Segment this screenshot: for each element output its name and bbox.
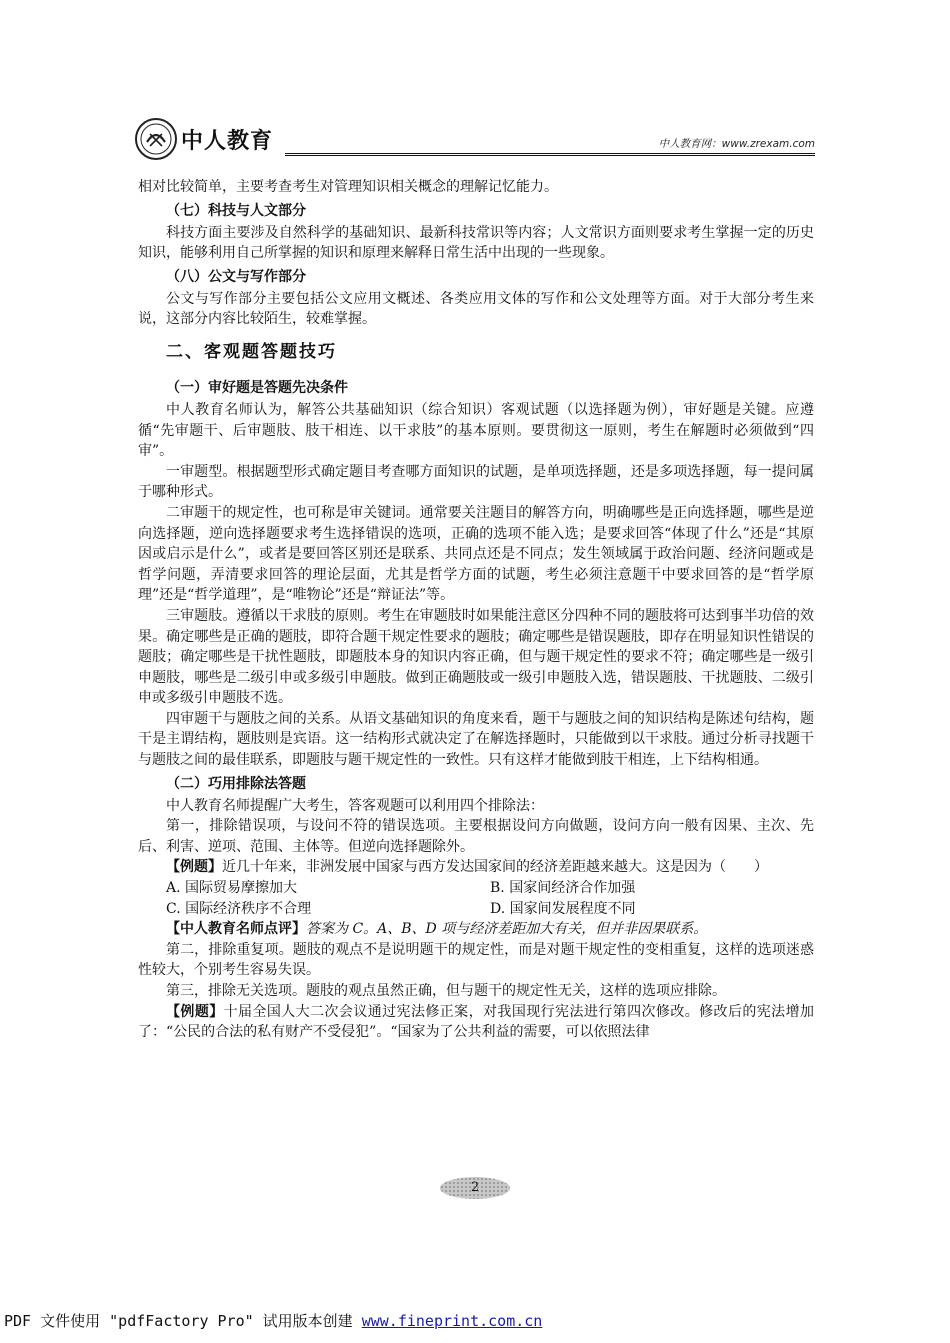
example-label: 【例题】 xyxy=(166,859,222,876)
page-header xyxy=(135,118,815,162)
zhongren-logo-icon xyxy=(135,118,177,160)
option-a: A. 国际贸易摩擦加大 xyxy=(166,880,298,897)
subsection-heading: （二）巧用排除法答题 xyxy=(166,775,306,792)
subsection-heading: （八）公文与写作部分 xyxy=(166,268,306,285)
paragraph: 第三，排除无关选项。题肢的观点虽然正确，但与题干的规定性无关，这样的选项应排除。 xyxy=(166,983,726,999)
comment-label: 【中人教育名师点评】 xyxy=(166,921,306,938)
brand-name: 中人教育 xyxy=(181,129,274,154)
page-body xyxy=(138,177,814,1043)
subsection-heading: （一）审好题是答题先决条件 xyxy=(166,379,348,396)
header-rule xyxy=(285,153,815,156)
paragraph: 科技方面主要涉及自然科学的基础知识、最新科技常识等内容；人文常识方面则要求考生掌握一定的历史知识，能够利用自己所掌握的知识和原理来解释日常生活中出现的一些现象。 xyxy=(138,224,814,262)
example-question xyxy=(138,857,814,878)
comment-text: 答案为 C。A、B、D 项与经济差距加大有关，但并非因果联系。 xyxy=(306,921,708,938)
example-question xyxy=(138,1002,814,1043)
page-number: 2 xyxy=(440,1177,510,1199)
option-d: D. 国家间发展程度不同 xyxy=(490,900,636,917)
footer-text: PDF 文件使用 "pdfFactory Pro" 试用版本创建 xyxy=(4,1312,362,1330)
example-label: 【例题】 xyxy=(166,1003,224,1020)
option-b: B. 国家间经济合作加强 xyxy=(490,880,636,897)
paragraph: 一审题型。根据题型形式确定题目考查哪方面知识的试题，是单项选择题，还是多项选择题，每一提问属于哪种形式。 xyxy=(138,463,814,501)
example-text: 近几十年来，非洲发展中国家与西方发达国家间的经济差距越来越大。这是因为（ ） xyxy=(222,859,768,876)
example-text: 十届全国人大二次会议通过宪法修正案，对我国现行宪法进行第四次修改。修改后的宪法增加了：“公民的合法的私有财产不受侵犯”。“国家为了公共利益的需要，可以依照法律 xyxy=(138,1003,815,1041)
paragraph: 相对比较简单，主要考查考生对管理知识相关概念的理解记忆能力。 xyxy=(138,179,558,195)
option-c: C. 国际经济秩序不合理 xyxy=(166,900,312,917)
paragraph: 二审题干的规定性，也可称是审关键词。通常要关注题目的解答方向，明确哪些是正向选择题，哪些是逆向选择题，逆向选择题要求考生选择错误的选项，正确的选项不能入选；是要求回答“体现了什么”还是“其原因或启示是什么”，或者是要回答区别还是联系、共同点还是不同点；发生领域属于政治问题、经济问题或是哲学问题，弄清要求回答的理论层面，尤其是哲学方面的试题，考生必须注意题干中要求回答的是“哲学原理”还是“哲学道理”，是“唯物论”还是“辩证法”等。 xyxy=(138,504,814,604)
paragraph: 中人教育名师提醒广大考生，答客观题可以利用四个排除法： xyxy=(166,797,544,814)
paragraph: 公文与写作部分主要包括公文应用文概述、各类应用文体的写作和公文处理等方面。对于大部分考生来说，这部分内容比较陌生，较难掌握。 xyxy=(138,290,814,328)
answer-options xyxy=(138,878,814,919)
paragraph: 中人教育名师认为，解答公共基础知识（综合知识）客观试题（以选择题为例），审好题是关键。应遵循“先审题干、后审题肢、肢干相连、以干求肢”的基本原则。要贯彻这一原则，考生在解题时必须做到“四审”。 xyxy=(138,401,814,460)
teacher-comment xyxy=(138,919,814,940)
pdf-footer xyxy=(4,1310,542,1331)
paragraph: 三审题肢。遵循以干求肢的原则。考生在审题肢时如果能注意区分四种不同的题肢将可达到事半功倍的效果。确定哪些是正确的题肢，即符合题干规定性要求的题肢；确定哪些是错误题肢，即存在明显知识性错误的题肢；确定哪些是干扰性题肢，即题肢本身的知识内容正确，但与题干规定性的要求不符；确定哪些是一级引申题肢，哪些是二级引申或多级引申题肢。做到正确题肢或一级引申题肢入选，错误题肢、干扰题肢、二级引申或多级引申题肢不选。 xyxy=(138,607,814,707)
subsection-heading: （七）科技与人文部分 xyxy=(166,202,306,219)
paragraph: 四审题干与题肢之间的关系。从语文基础知识的角度来看，题干与题肢之间的知识结构是陈述句结构，题干是主谓结构，题肢则是宾语。这一结构形式就决定了在解选择题时，只能做到以干求肢。通过分析寻找题干与题肢之间的最佳联系，即题肢与题干规定性的一致性。只有这样才能做到肢干相连，上下结构相通。 xyxy=(138,710,814,769)
paragraph: 第二，排除重复项。题肢的观点不是说明题干的规定性，而是对题干规定性的变相重复，这样的选项迷惑性较大，个别考生容易失误。 xyxy=(138,941,814,979)
footer-link[interactable]: www.fineprint.com.cn xyxy=(361,1312,543,1330)
section-heading: 二、客观题答题技巧 xyxy=(166,341,337,362)
site-url: 中人教育网：www.zrexam.com xyxy=(658,138,815,150)
paragraph: 第一，排除错误项，与设问不符的错误选项。主要根据设问方向做题，设问方向一般有因果、主次、先后、利害、逆项、范围、主体等。但逆向选择题除外。 xyxy=(138,818,814,855)
